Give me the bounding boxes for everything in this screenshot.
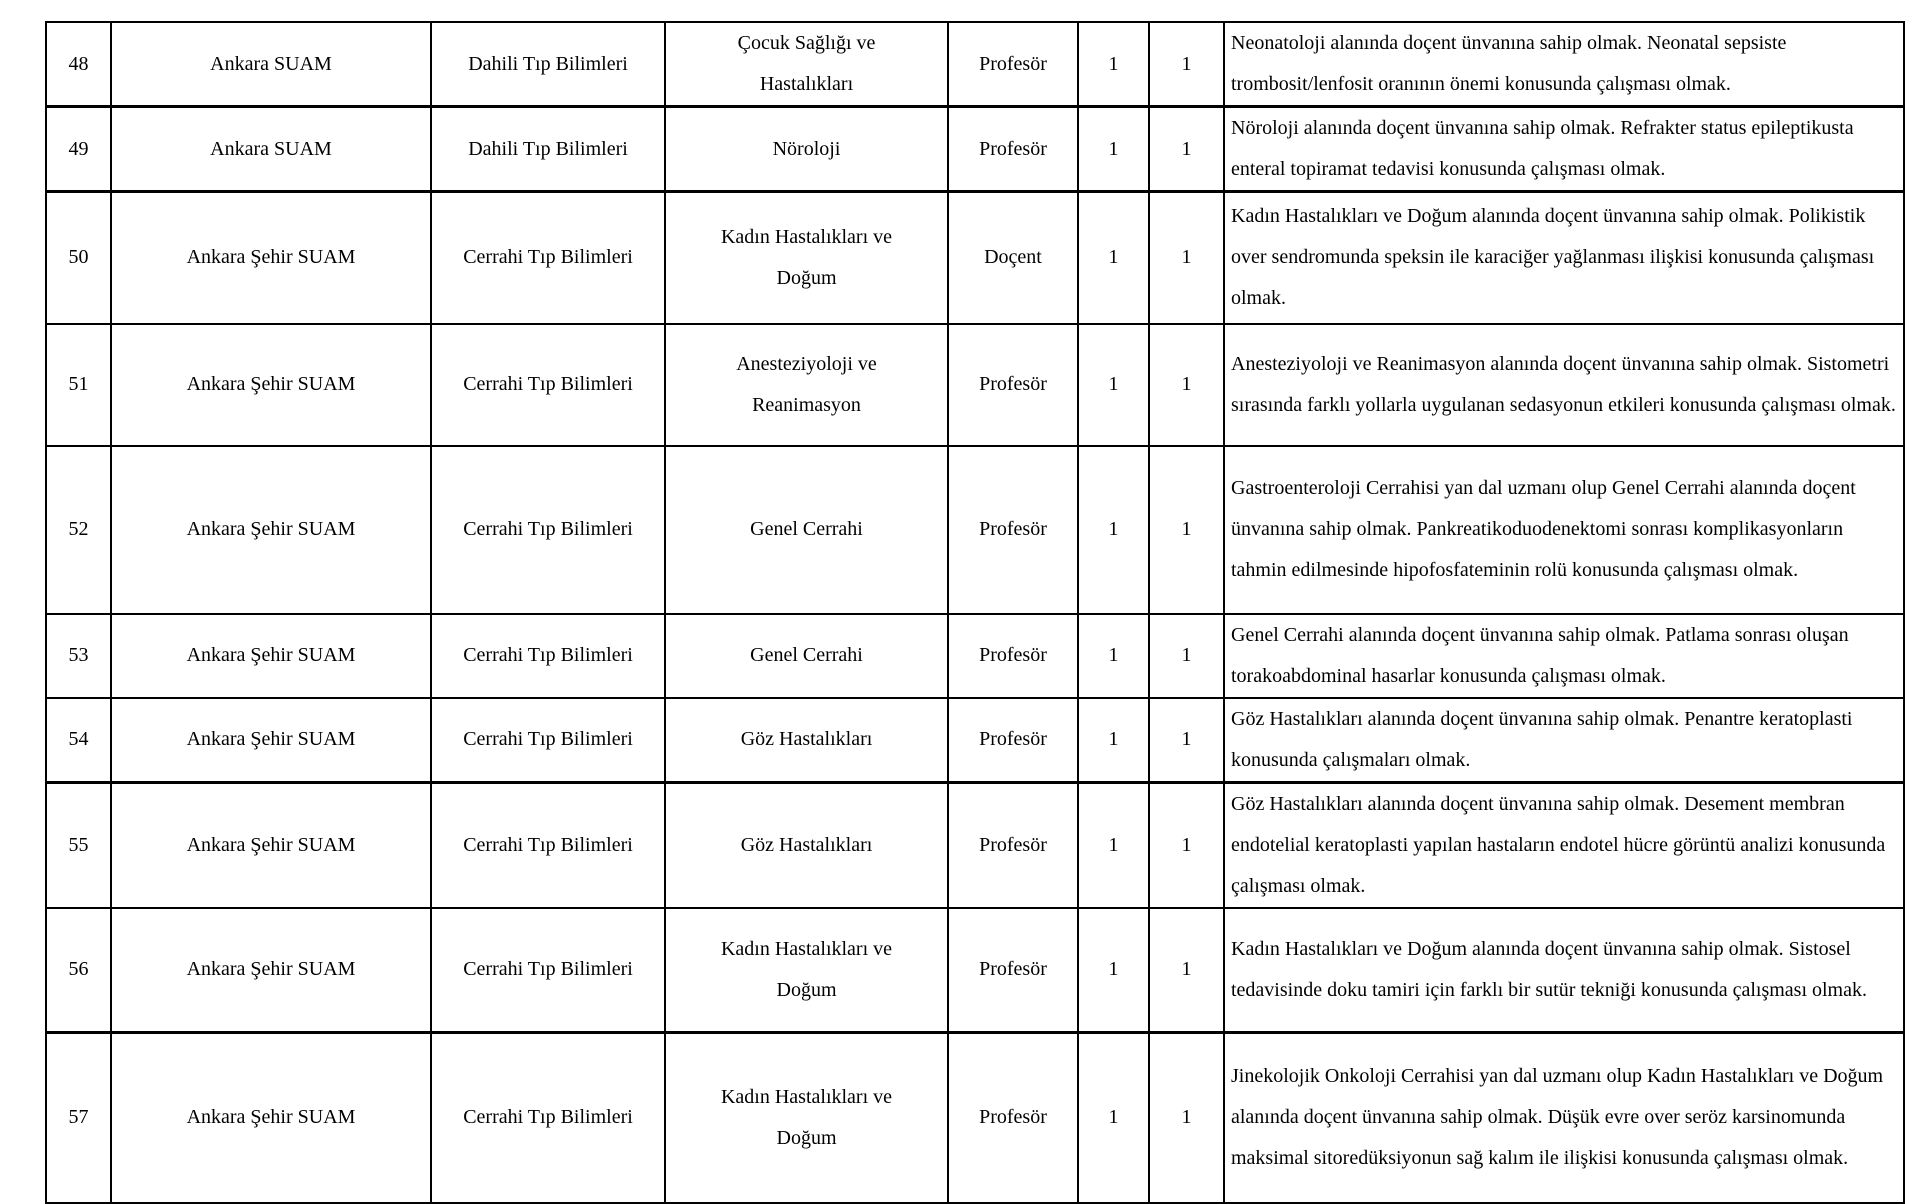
description-cell: Kadın Hastalıkları ve Doğum alanında doçent ünvanına sahip olmak. Polikistik over sendromunda speksin ile karaciğer yağlanması ilişkisi konusunda çalışması olmak. [1224, 192, 1904, 324]
description-cell: Jinekolojik Onkoloji Cerrahisi yan dal uzmanı olup Kadın Hastalıkları ve Doğum alanında doçent ünvanına sahip olmak. Düşük evre over seröz karsinomunda maksimal sitoredüksiyonun sağ kalım ile ilişkisi konusunda çalışması olmak. [1224, 1033, 1904, 1203]
description-cell: Kadın Hastalıkları ve Doğum alanında doçent ünvanına sahip olmak. Sistosel tedavisinde doku tamiri için farklı bir sutür tekniği konusunda çalışması olmak. [1224, 908, 1904, 1033]
academic-positions-table [45, 21, 1905, 1204]
institution-cell: Ankara SUAM [111, 107, 431, 192]
position-count-cell: 1 [1149, 22, 1224, 107]
department-cell: Cerrahi Tıp Bilimleri [431, 698, 665, 783]
description-cell: Nöroloji alanında doçent ünvanına sahip olmak. Refrakter status epileptikusta enteral topiramat tedavisi konusunda çalışması olmak. [1224, 107, 1904, 192]
specialty-cell: Genel Cerrahi [665, 614, 948, 698]
department-cell: Cerrahi Tıp Bilimleri [431, 324, 665, 446]
title-cell: Profesör [948, 22, 1078, 107]
specialty-cell: Çocuk Sağlığı ve Hastalıkları [665, 22, 948, 107]
row-number-cell: 54 [46, 698, 111, 783]
department-cell: Cerrahi Tıp Bilimleri [431, 614, 665, 698]
title-cell: Profesör [948, 698, 1078, 783]
table-body [46, 22, 1904, 1203]
department-cell: Cerrahi Tıp Bilimleri [431, 192, 665, 324]
title-cell: Profesör [948, 324, 1078, 446]
title-cell: Profesör [948, 446, 1078, 614]
position-count-cell: 1 [1149, 107, 1224, 192]
grade-count-cell: 1 [1078, 614, 1149, 698]
row-number-cell: 50 [46, 192, 111, 324]
title-cell: Profesör [948, 1033, 1078, 1203]
institution-cell: Ankara Şehir SUAM [111, 908, 431, 1033]
institution-cell: Ankara Şehir SUAM [111, 446, 431, 614]
specialty-cell: Genel Cerrahi [665, 446, 948, 614]
institution-cell: Ankara Şehir SUAM [111, 192, 431, 324]
row-number-cell: 57 [46, 1033, 111, 1203]
position-count-cell: 1 [1149, 446, 1224, 614]
row-number-cell: 55 [46, 782, 111, 908]
specialty-cell: Nöroloji [665, 107, 948, 192]
department-cell: Cerrahi Tıp Bilimleri [431, 908, 665, 1033]
institution-cell: Ankara Şehir SUAM [111, 782, 431, 908]
description-cell: Gastroenteroloji Cerrahisi yan dal uzmanı olup Genel Cerrahi alanında doçent ünvanına sahip olmak. Pankreatikoduodenektomi sonrası komplikasyonların tahmin edilmesinde hipofosfateminin rolü konusunda çalışması olmak. [1224, 446, 1904, 614]
table-row [46, 782, 1904, 908]
specialty-cell: Kadın Hastalıkları ve Doğum [665, 908, 948, 1033]
position-count-cell: 1 [1149, 908, 1224, 1033]
row-number-cell: 51 [46, 324, 111, 446]
department-cell: Dahili Tıp Bilimleri [431, 107, 665, 192]
grade-count-cell: 1 [1078, 908, 1149, 1033]
grade-count-cell: 1 [1078, 22, 1149, 107]
description-cell: Göz Hastalıkları alanında doçent ünvanına sahip olmak. Desement membran endotelial keratoplasti yapılan hastaların endotel hücre görüntü analizi konusunda çalışması olmak. [1224, 782, 1904, 908]
table-row [46, 698, 1904, 783]
title-cell: Profesör [948, 908, 1078, 1033]
grade-count-cell: 1 [1078, 324, 1149, 446]
row-number-cell: 52 [46, 446, 111, 614]
grade-count-cell: 1 [1078, 107, 1149, 192]
row-number-cell: 48 [46, 22, 111, 107]
institution-cell: Ankara Şehir SUAM [111, 614, 431, 698]
department-cell: Cerrahi Tıp Bilimleri [431, 446, 665, 614]
institution-cell: Ankara Şehir SUAM [111, 698, 431, 783]
department-cell: Cerrahi Tıp Bilimleri [431, 1033, 665, 1203]
grade-count-cell: 1 [1078, 698, 1149, 783]
specialty-cell: Kadın Hastalıkları ve Doğum [665, 192, 948, 324]
table-row [46, 908, 1904, 1033]
department-cell: Cerrahi Tıp Bilimleri [431, 782, 665, 908]
table-row [46, 22, 1904, 107]
title-cell: Profesör [948, 107, 1078, 192]
position-count-cell: 1 [1149, 698, 1224, 783]
row-number-cell: 49 [46, 107, 111, 192]
title-cell: Profesör [948, 782, 1078, 908]
description-cell: Anesteziyoloji ve Reanimasyon alanında doçent ünvanına sahip olmak. Sistometri sırasında farklı yollarla uygulanan sedasyonun etkileri konusunda çalışması olmak. [1224, 324, 1904, 446]
position-count-cell: 1 [1149, 1033, 1224, 1203]
grade-count-cell: 1 [1078, 446, 1149, 614]
row-number-cell: 53 [46, 614, 111, 698]
table-row [46, 1033, 1904, 1203]
specialty-cell: Kadın Hastalıkları ve Doğum [665, 1033, 948, 1203]
table-row [46, 614, 1904, 698]
institution-cell: Ankara SUAM [111, 22, 431, 107]
table-row [46, 446, 1904, 614]
specialty-cell: Anesteziyoloji ve Reanimasyon [665, 324, 948, 446]
description-cell: Genel Cerrahi alanında doçent ünvanına sahip olmak. Patlama sonrası oluşan torakoabdominal hasarlar konusunda çalışması olmak. [1224, 614, 1904, 698]
institution-cell: Ankara Şehir SUAM [111, 324, 431, 446]
position-count-cell: 1 [1149, 324, 1224, 446]
table-row [46, 107, 1904, 192]
table-row [46, 192, 1904, 324]
grade-count-cell: 1 [1078, 1033, 1149, 1203]
description-cell: Göz Hastalıkları alanında doçent ünvanına sahip olmak. Penantre keratoplasti konusunda çalışmaları olmak. [1224, 698, 1904, 783]
specialty-cell: Göz Hastalıkları [665, 698, 948, 783]
institution-cell: Ankara Şehir SUAM [111, 1033, 431, 1203]
table-row [46, 324, 1904, 446]
specialty-cell: Göz Hastalıkları [665, 782, 948, 908]
position-count-cell: 1 [1149, 192, 1224, 324]
grade-count-cell: 1 [1078, 782, 1149, 908]
description-cell: Neonatoloji alanında doçent ünvanına sahip olmak. Neonatal sepsiste trombosit/lenfosit oranının önemi konusunda çalışması olmak. [1224, 22, 1904, 107]
title-cell: Profesör [948, 614, 1078, 698]
department-cell: Dahili Tıp Bilimleri [431, 22, 665, 107]
position-count-cell: 1 [1149, 614, 1224, 698]
title-cell: Doçent [948, 192, 1078, 324]
row-number-cell: 56 [46, 908, 111, 1033]
position-count-cell: 1 [1149, 782, 1224, 908]
grade-count-cell: 1 [1078, 192, 1149, 324]
